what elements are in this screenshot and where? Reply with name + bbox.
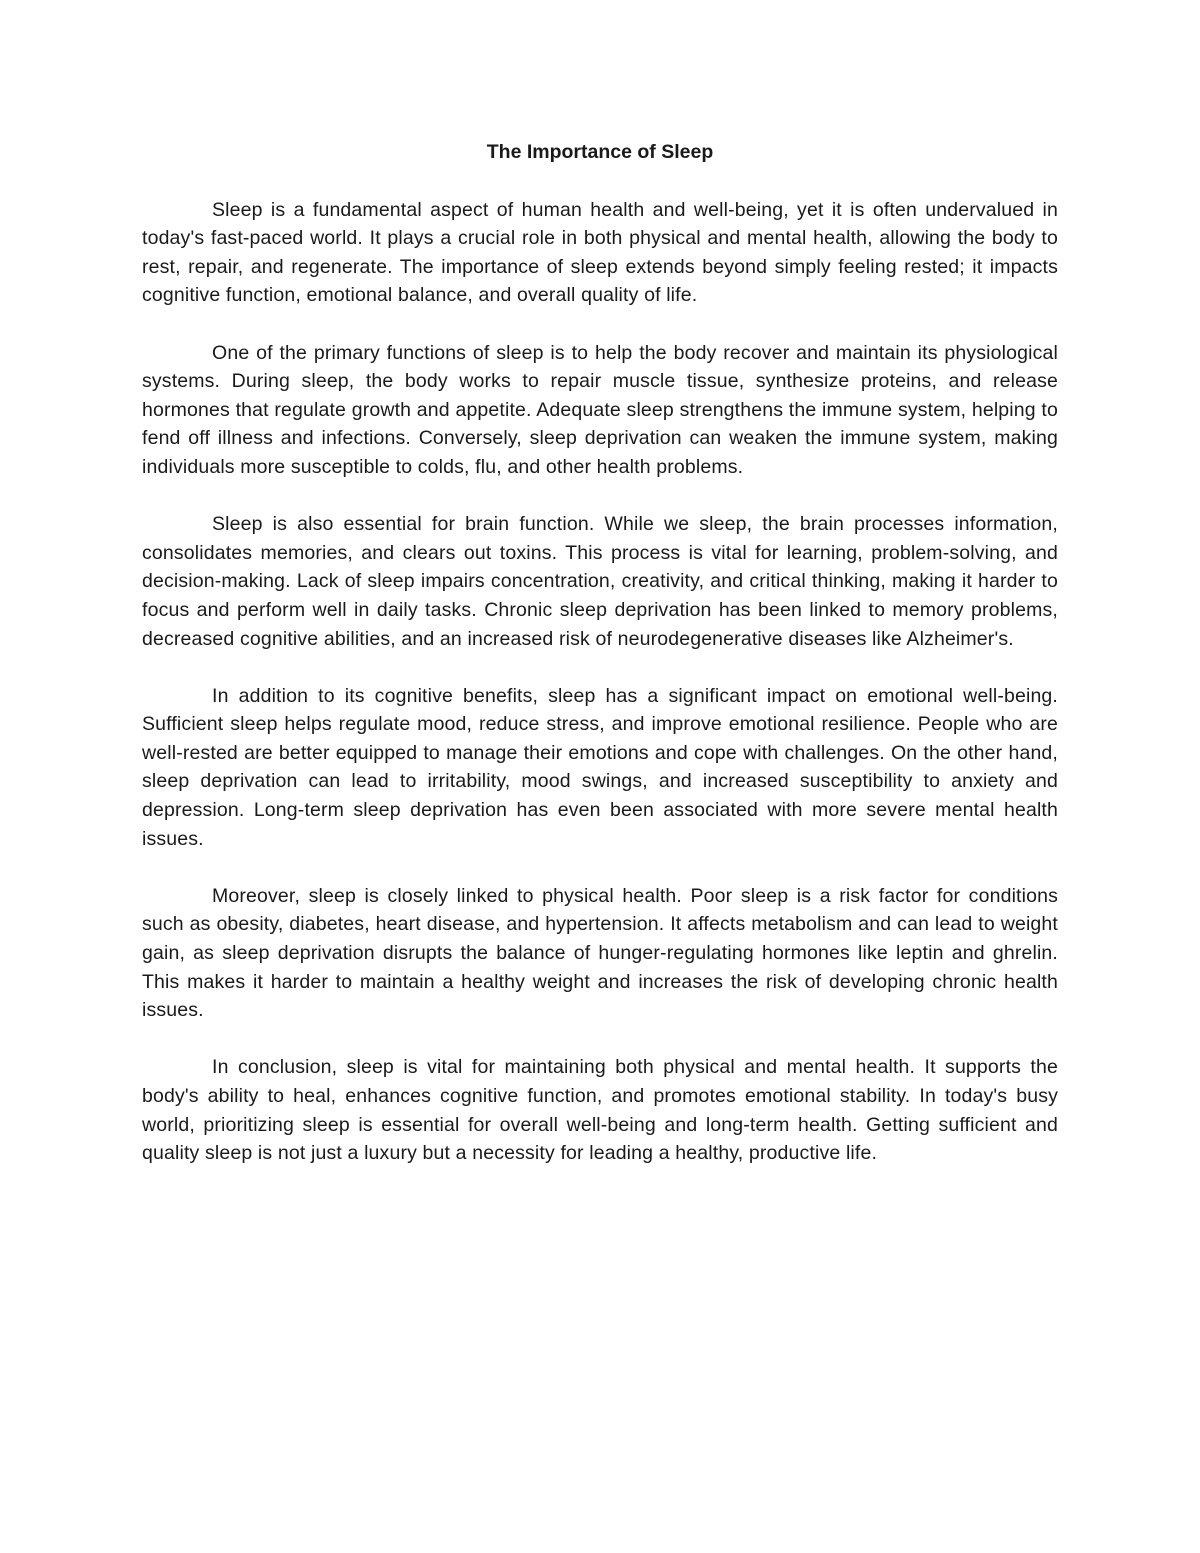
document-body xyxy=(142,138,1058,1196)
paragraph-intro: Sleep is a fundamental aspect of human health and well-being, yet it is often undervalued in today's fast-paced world. It plays a crucial role in both physical and mental health, allowing the body to rest, repair, and regenerate. The importance of sleep extends beyond simply feeling rested; it impacts cognitive function, emotional balance, and overall quality of life. xyxy=(142,198,1058,307)
document-title: The Importance of Sleep xyxy=(486,141,714,163)
paragraph-emotional-wellbeing: In addition to its cognitive benefits, sleep has a significant impact on emotional well-being. Sufficient sleep helps regulate mood, reduce stress, and improve emotional resilience. People who are well-rested are better equipped to manage their emotions and cope with challenges. On the other hand, sleep deprivation can lead to irritability, mood swings, and increased susceptibility to anxiety and depression. Long-term sleep deprivation has even been associated with more severe mental health issues. xyxy=(142,684,1058,850)
paragraph-conclusion: In conclusion, sleep is vital for maintaining both physical and mental health. It supports the body's ability to heal, enhances cognitive function, and promotes emotional stability. In today's busy world, prioritizing sleep is essential for overall well-being and long-term health. Getting sufficient and quality sleep is not just a luxury but a necessity for leading a healthy, productive life. xyxy=(142,1056,1058,1165)
paragraph-brain-function: Sleep is also essential for brain function. While we sleep, the brain processes information, consolidates memories, and clears out toxins. This process is vital for learning, problem-solving, and decision-making. Lack of sleep impairs concentration, creativity, and critical thinking, making it harder to focus and perform well in daily tasks. Chronic sleep deprivation has been linked to memory problems, decreased cognitive abilities, and an increased risk of neurodegenerative diseases like Alzheimer's. xyxy=(142,513,1058,650)
paragraph-physical-health: Moreover, sleep is closely linked to physical health. Poor sleep is a risk factor for conditions such as obesity, diabetes, heart disease, and hypertension. It affects metabolism and can lead to weight gain, as sleep deprivation disrupts the balance of hunger-regulating hormones like leptin and ghrelin. This makes it harder to maintain a healthy weight and increases the risk of developing chronic health issues. xyxy=(142,884,1058,1022)
paragraph-physical-recovery: One of the primary functions of sleep is to help the body recover and maintain its physiological systems. During sleep, the body works to repair muscle tissue, synthesize proteins, and release hormones that regulate growth and appetite. Adequate sleep strengthens the immune system, helping to fend off illness and infections. Conversely, sleep deprivation can weaken the immune system, making individuals more susceptible to colds, flu, and other health problems. xyxy=(142,341,1058,478)
